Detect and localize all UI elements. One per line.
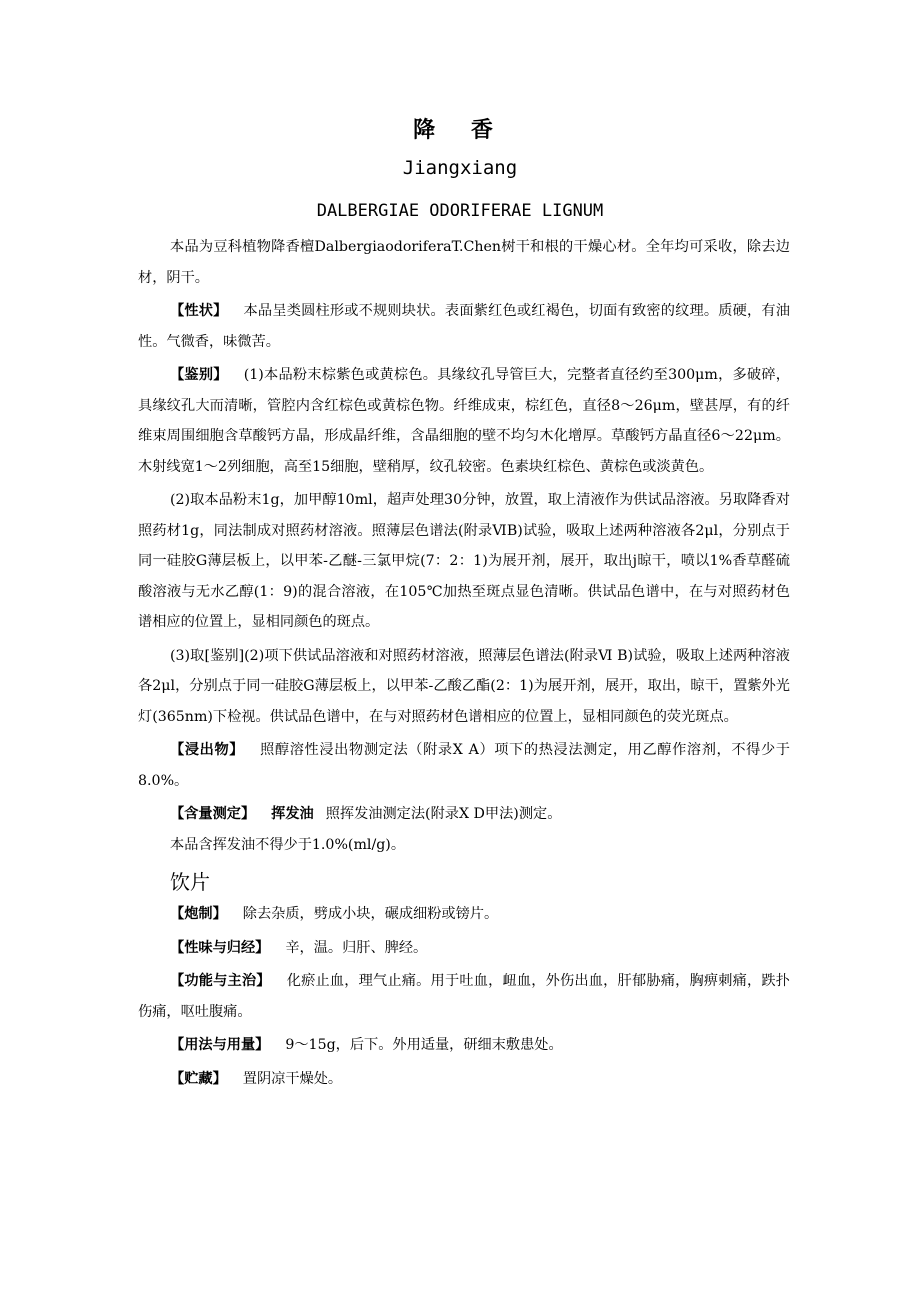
yongfa-label: 【用法与用量】 [170,1037,270,1053]
title-latin: DALBERGIAE ODORIFERAE LIGNUM [316,201,604,221]
hanliang-sub-label: 挥发油 [271,806,314,822]
jinchuwu-text: 照醇溶性浸出物测定法（附录Ⅹ A）项下的热浸法测定，用乙醇作溶剂，不得少于8.0%。 [138,742,790,789]
monograph-body [138,232,790,1094]
paozhi-label: 【炮制】 [170,906,227,922]
xingzhuang-text: 本品呈类圆柱形或不规则块状。表面紫红色或红褐色，切面有致密的纹理。质硬，有油性。气微香，味微苦。 [138,303,790,350]
xingzhuang-label: 【性状】 [170,303,228,319]
hanliang-paragraph-2: 本品含挥发油不得少于1.0%(ml/g)。 [170,836,406,853]
xingwei-label: 【性味与归经】 [170,939,270,956]
jianbie-paragraph-1 [138,360,790,482]
title-chinese: 降 香 [413,118,507,143]
jianbie-text-1: (1)本品粉末棕紫色或黄棕色。具缘纹孔导管巨大，完整者直径约至300μm，多破碎，具缘纹孔大而清晰，管腔内含红棕色或黄棕色物。纤维成束，棕红色，直径8～26μm，壁甚厚，有的纤维束周围细胞含草酸钙方晶，形成晶纤维，含晶细胞的壁不均匀木化增厚。草酸钙方晶直径6～22μm。木射线宽1～2列细胞，高至15细胞，壁稍厚，纹孔较密。色素块红棕色、黄棕色或淡黄色。 [138,367,790,475]
jianbie-paragraph-3: (3)取[鉴别](2)项下供试品溶液和对照药材溶液，照薄层色谱法(附录Ⅵ B)试验，吸取上述两种溶液各2μl，分别点于同一硅胶G薄层板上，以甲苯-乙酸乙酯(2：1)为展开剂，展开，取出，晾干，置紫外光灯(365nm)下检视。供试品色谱中，在与对照药材色谱相应的位置上，显相同颜色的荧光斑点。 [138,647,790,725]
zhucang-label: 【贮藏】 [170,1070,227,1087]
xingwei-paragraph [138,933,790,964]
gongneng-text: 化瘀止血，理气止痛。用于吐血，衄血，外伤出血，肝郁胁痛，胸痹刺痛，跌扑伤痛，呕吐腹痛。 [138,973,790,1020]
title-pinyin: Jiangxiang [402,157,518,179]
hanliang-label: 【含量测定】 [170,806,256,822]
jinchuwu-label: 【浸出物】 [170,742,245,758]
yinpian-heading: 饮片 [170,870,210,894]
xingzhuang-paragraph [138,296,790,357]
jinchuwu-paragraph [138,735,790,796]
paozhi-text: 除去杂质，劈成小块，碾成细粉或镑片。 [242,906,499,922]
yongfa-text: 9～15g，后下。外用适量，研细末敷患处。 [285,1037,563,1053]
hanliang-text: 照挥发油测定法(附录Ⅹ D甲法)测定。 [325,806,562,822]
xingwei-text: 辛，温。归肝、脾经。 [285,939,428,956]
zhucang-text: 置阴凉干燥处。 [242,1070,343,1087]
zhucang-paragraph [138,1064,790,1095]
gongneng-paragraph [138,966,790,1027]
intro-paragraph: 本品为豆科植物降香檀DalbergiaodoriferaT.Chen树干和根的干燥心材。全年均可采收，除去边材，阴干。 [138,239,790,286]
hanliang-paragraph [138,799,790,830]
gongneng-label: 【功能与主治】 [170,973,271,989]
paozhi-paragraph [138,899,790,930]
jianbie-paragraph-2: (2)取本品粉末1g，加甲醇10ml，超声处理30分钟，放置，取上清液作为供试品溶液。另取降香对照药材1g，同法制成对照药材溶液。照薄层色谱法(附录ⅥB)试验，吸取上述两种溶液各2μl，分别点于同一硅胶G薄层板上，以甲苯-乙醚-三氯甲烷(7：2：1)为展开剂，展开，取出j晾干，喷以1%香草醛硫酸溶液与无水乙醇(1：9)的混合溶液，在105℃加热至斑点显色清晰。供试品色谱中，在与对照药材色谱相应的位置上，显相同颜色的斑点。 [138,492,790,630]
jianbie-label: 【鉴别】 [170,367,228,383]
yongfa-paragraph [138,1030,790,1061]
